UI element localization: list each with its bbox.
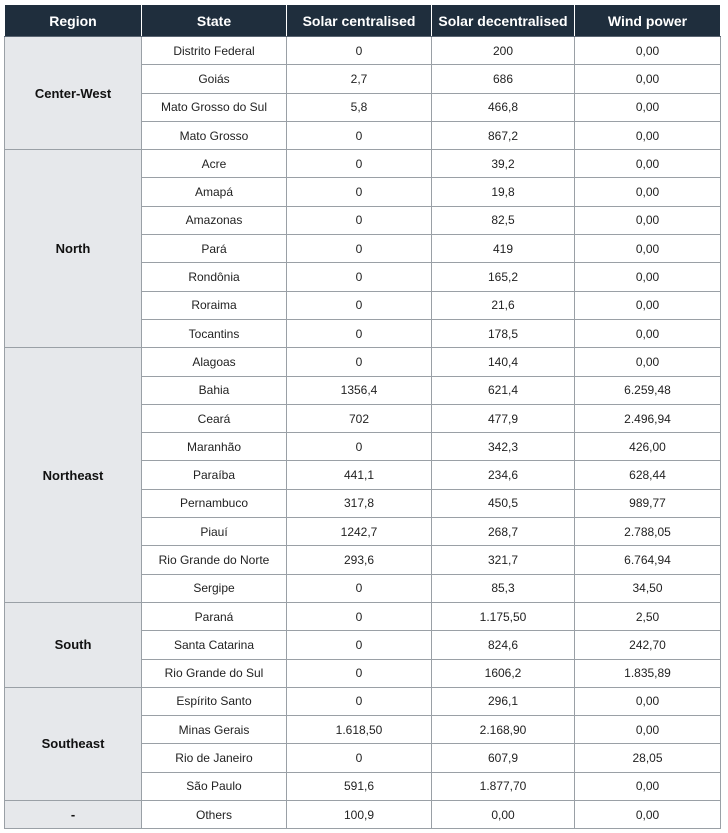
cell-solar-decentralised: 466,8 — [432, 93, 575, 121]
cell-wind-power: 6.764,94 — [575, 546, 721, 574]
cell-state: Roraima — [142, 291, 287, 319]
cell-solar-decentralised: 165,2 — [432, 263, 575, 291]
cell-solar-centralised: 0 — [287, 319, 432, 347]
cell-state: Rio de Janeiro — [142, 744, 287, 772]
table-row — [5, 602, 721, 630]
cell-wind-power: 0,00 — [575, 772, 721, 800]
header-row — [5, 5, 721, 37]
cell-state: Piauí — [142, 518, 287, 546]
cell-wind-power: 28,05 — [575, 744, 721, 772]
cell-wind-power: 426,00 — [575, 433, 721, 461]
cell-solar-decentralised: 85,3 — [432, 574, 575, 602]
cell-wind-power: 0,00 — [575, 235, 721, 263]
cell-solar-centralised: 293,6 — [287, 546, 432, 574]
cell-solar-decentralised: 0,00 — [432, 801, 575, 829]
table-row — [5, 801, 721, 829]
cell-solar-centralised: 0 — [287, 602, 432, 630]
cell-wind-power: 0,00 — [575, 263, 721, 291]
cell-solar-centralised: 100,9 — [287, 801, 432, 829]
cell-solar-centralised: 0 — [287, 433, 432, 461]
table-row — [5, 348, 721, 376]
cell-solar-decentralised: 477,9 — [432, 404, 575, 432]
cell-solar-centralised: 0 — [287, 631, 432, 659]
cell-solar-decentralised: 178,5 — [432, 319, 575, 347]
cell-solar-decentralised: 450,5 — [432, 489, 575, 517]
cell-state: Sergipe — [142, 574, 287, 602]
table-row — [5, 687, 721, 715]
cell-state: Ceará — [142, 404, 287, 432]
cell-wind-power: 2.788,05 — [575, 518, 721, 546]
cell-solar-centralised: 0 — [287, 206, 432, 234]
cell-wind-power: 989,77 — [575, 489, 721, 517]
cell-region: North — [5, 150, 142, 348]
table-header — [5, 5, 721, 37]
cell-wind-power: 0,00 — [575, 687, 721, 715]
cell-solar-centralised: 1.618,50 — [287, 716, 432, 744]
cell-state: Rio Grande do Norte — [142, 546, 287, 574]
cell-solar-decentralised: 21,6 — [432, 291, 575, 319]
cell-state: Minas Gerais — [142, 716, 287, 744]
cell-region: - — [5, 801, 142, 829]
cell-solar-centralised: 1242,7 — [287, 518, 432, 546]
cell-state: Others — [142, 801, 287, 829]
cell-state: Rondônia — [142, 263, 287, 291]
cell-wind-power: 34,50 — [575, 574, 721, 602]
cell-wind-power: 0,00 — [575, 65, 721, 93]
cell-state: Alagoas — [142, 348, 287, 376]
cell-state: Distrito Federal — [142, 37, 287, 65]
cell-region: Northeast — [5, 348, 142, 603]
cell-solar-decentralised: 621,4 — [432, 376, 575, 404]
cell-state: Maranhão — [142, 433, 287, 461]
cell-solar-decentralised: 342,3 — [432, 433, 575, 461]
cell-solar-decentralised: 234,6 — [432, 461, 575, 489]
cell-region: Center-West — [5, 37, 142, 150]
cell-state: Paraná — [142, 602, 287, 630]
cell-state: Amapá — [142, 178, 287, 206]
cell-state: Goiás — [142, 65, 287, 93]
cell-solar-decentralised: 1.175,50 — [432, 602, 575, 630]
cell-solar-decentralised: 419 — [432, 235, 575, 263]
cell-wind-power: 0,00 — [575, 37, 721, 65]
cell-solar-decentralised: 867,2 — [432, 121, 575, 149]
energy-table-container — [4, 4, 721, 829]
cell-wind-power: 242,70 — [575, 631, 721, 659]
cell-solar-decentralised: 19,8 — [432, 178, 575, 206]
cell-state: Mato Grosso do Sul — [142, 93, 287, 121]
cell-solar-centralised: 0 — [287, 121, 432, 149]
cell-solar-decentralised: 824,6 — [432, 631, 575, 659]
cell-wind-power: 0,00 — [575, 319, 721, 347]
cell-solar-decentralised: 296,1 — [432, 687, 575, 715]
header-wind-power: Wind power — [575, 5, 721, 37]
cell-solar-decentralised: 2.168,90 — [432, 716, 575, 744]
cell-solar-centralised: 0 — [287, 263, 432, 291]
cell-wind-power: 0,00 — [575, 291, 721, 319]
cell-solar-centralised: 591,6 — [287, 772, 432, 800]
cell-solar-centralised: 1356,4 — [287, 376, 432, 404]
cell-wind-power: 0,00 — [575, 716, 721, 744]
cell-wind-power: 0,00 — [575, 206, 721, 234]
cell-solar-centralised: 5,8 — [287, 93, 432, 121]
cell-wind-power: 0,00 — [575, 348, 721, 376]
cell-solar-centralised: 0 — [287, 348, 432, 376]
cell-solar-centralised: 0 — [287, 574, 432, 602]
cell-state: Pernambuco — [142, 489, 287, 517]
cell-state: Mato Grosso — [142, 121, 287, 149]
cell-state: Acre — [142, 150, 287, 178]
table-body — [5, 37, 721, 829]
cell-wind-power: 2,50 — [575, 602, 721, 630]
header-solar-decentralised: Solar decentralised — [432, 5, 575, 37]
cell-solar-centralised: 0 — [287, 291, 432, 319]
cell-solar-centralised: 441,1 — [287, 461, 432, 489]
cell-wind-power: 1.835,89 — [575, 659, 721, 687]
cell-wind-power: 6.259,48 — [575, 376, 721, 404]
cell-solar-decentralised: 39,2 — [432, 150, 575, 178]
cell-wind-power: 0,00 — [575, 178, 721, 206]
cell-solar-decentralised: 82,5 — [432, 206, 575, 234]
cell-solar-centralised: 0 — [287, 687, 432, 715]
cell-wind-power: 0,00 — [575, 801, 721, 829]
cell-solar-centralised: 2,7 — [287, 65, 432, 93]
cell-solar-centralised: 0 — [287, 37, 432, 65]
cell-solar-centralised: 0 — [287, 659, 432, 687]
cell-state: Bahia — [142, 376, 287, 404]
cell-solar-decentralised: 686 — [432, 65, 575, 93]
table-row — [5, 150, 721, 178]
cell-solar-decentralised: 268,7 — [432, 518, 575, 546]
header-region: Region — [5, 5, 142, 37]
cell-solar-decentralised: 321,7 — [432, 546, 575, 574]
cell-solar-decentralised: 1606,2 — [432, 659, 575, 687]
cell-state: Pará — [142, 235, 287, 263]
cell-solar-decentralised: 607,9 — [432, 744, 575, 772]
cell-wind-power: 0,00 — [575, 150, 721, 178]
energy-capacity-table — [4, 4, 721, 829]
cell-state: Paraíba — [142, 461, 287, 489]
cell-solar-centralised: 0 — [287, 178, 432, 206]
cell-solar-decentralised: 140,4 — [432, 348, 575, 376]
cell-state: Rio Grande do Sul — [142, 659, 287, 687]
cell-solar-decentralised: 200 — [432, 37, 575, 65]
cell-solar-centralised: 0 — [287, 744, 432, 772]
cell-state: Santa Catarina — [142, 631, 287, 659]
header-solar-centralised: Solar centralised — [287, 5, 432, 37]
cell-solar-centralised: 702 — [287, 404, 432, 432]
cell-wind-power: 0,00 — [575, 93, 721, 121]
cell-region: South — [5, 602, 142, 687]
cell-solar-centralised: 0 — [287, 235, 432, 263]
cell-wind-power: 0,00 — [575, 121, 721, 149]
cell-solar-centralised: 317,8 — [287, 489, 432, 517]
table-row — [5, 37, 721, 65]
cell-state: Amazonas — [142, 206, 287, 234]
cell-state: São Paulo — [142, 772, 287, 800]
cell-region: Southeast — [5, 687, 142, 800]
header-state: State — [142, 5, 287, 37]
cell-solar-decentralised: 1.877,70 — [432, 772, 575, 800]
cell-wind-power: 628,44 — [575, 461, 721, 489]
cell-wind-power: 2.496,94 — [575, 404, 721, 432]
cell-state: Espírito Santo — [142, 687, 287, 715]
cell-state: Tocantins — [142, 319, 287, 347]
cell-solar-centralised: 0 — [287, 150, 432, 178]
